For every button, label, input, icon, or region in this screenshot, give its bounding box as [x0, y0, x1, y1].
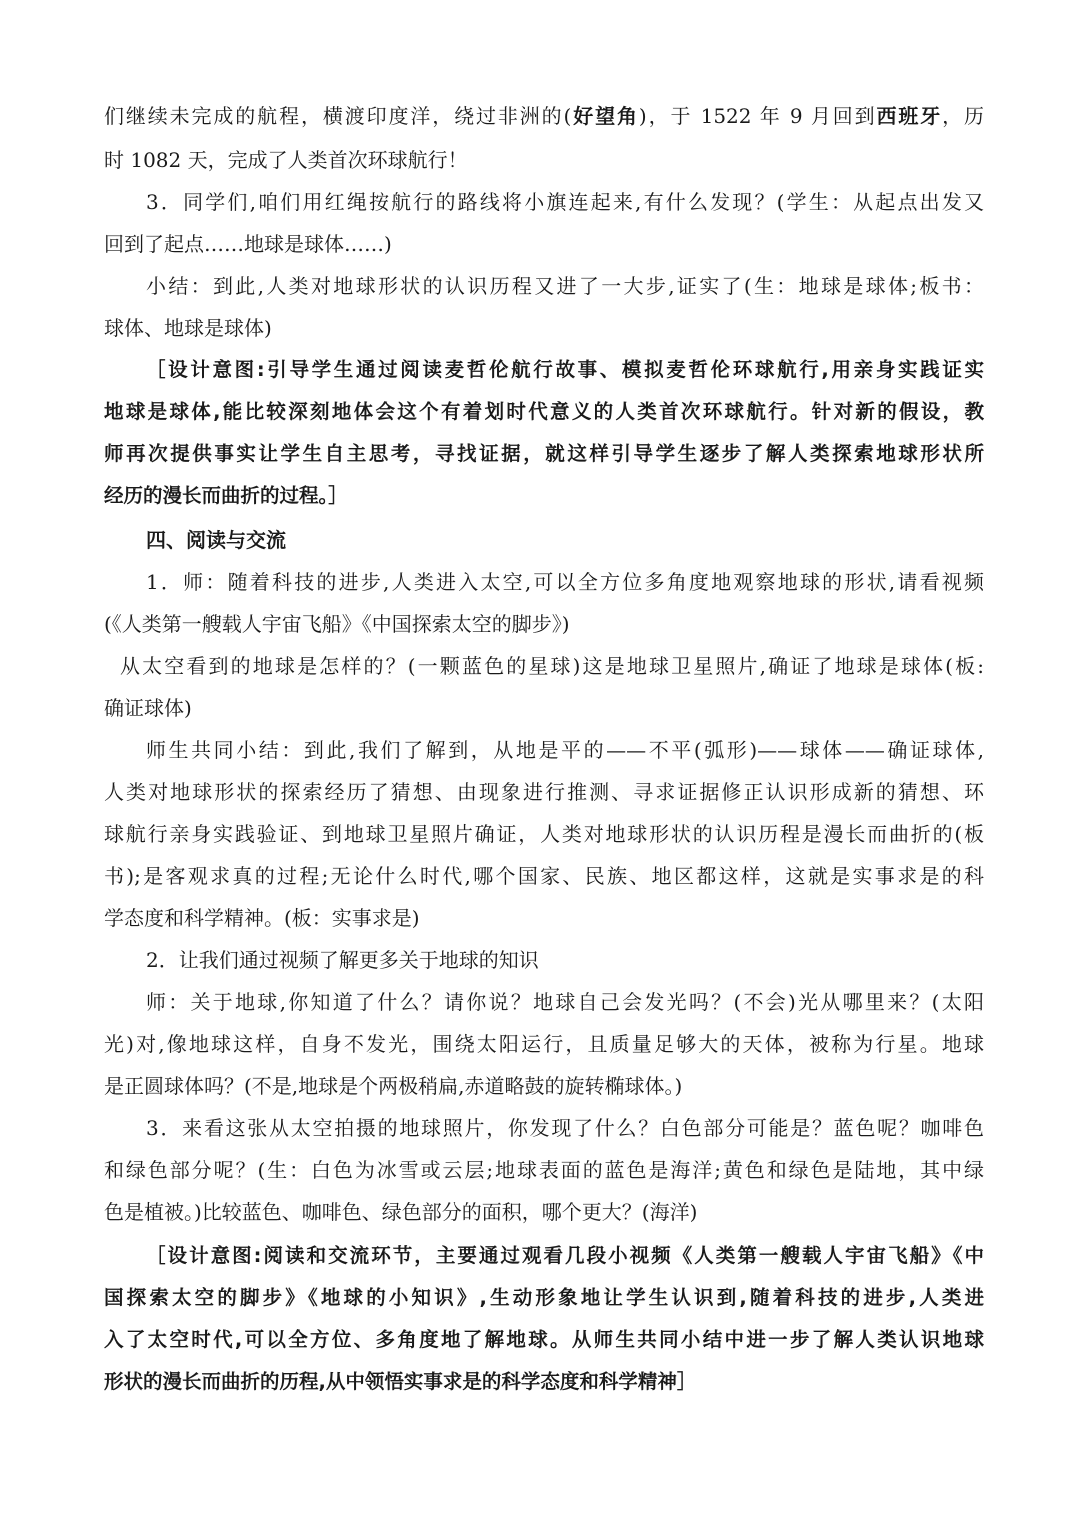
paragraph-line: 从太空看到的地球是怎样的？(一颗蓝色的星球)这是地球卫星照片,确证了地球是球体(板:	[120, 654, 984, 678]
paragraph-line: 确证球体)	[104, 696, 192, 720]
bold-text: 好望角	[571, 104, 639, 128]
design-intent-line: ［设计意图:引导学生通过阅读麦哲伦航行故事、模拟麦哲伦环球航行,用亲身实践证实	[146, 358, 984, 381]
paragraph-line: 学态度和科学精神。(板：实事求是)	[104, 906, 420, 930]
design-intent-line: 入了太空时代,可以全方位、多角度地了解地球。从师生共同小结中进一步了解人类认识地球	[104, 1328, 984, 1351]
paragraph-line: 球体、地球是球体)	[104, 316, 272, 340]
text-segment: )，于 1522 年 9 月回到	[638, 104, 877, 128]
paragraph-line: 是正圆球体吗？(不是,地球是个两极稍扁,赤道略鼓的旋转椭球体。)	[104, 1074, 683, 1098]
text-segment: ，历	[942, 104, 984, 128]
paragraph-line: 1．师：随着科技的进步,人类进入太空,可以全方位多角度地观察地球的形状,请看视频	[146, 570, 984, 594]
paragraph-line: 和绿色部分呢？(生：白色为冰雪或云层;地球表面的蓝色是海洋;黄色和绿色是陆地，其中绿	[104, 1158, 984, 1182]
paragraph-line: (《人类第一艘载人宇宙飞船》《中国探索太空的脚步》)	[104, 612, 570, 636]
design-intent-line: 师再次提供事实让学生自主思考，寻找证据，就这样引导学生逐步了解人类探索地球形状所	[104, 442, 984, 465]
paragraph-line: 书);是客观求真的过程;无论什么时代,哪个国家、民族、地区都这样，这就是实事求是的科	[104, 864, 984, 888]
paragraph-line: 小结：到此,人类对地球形状的认识历程又进了一大步,证实了(生：地球是球体;板书：	[146, 274, 984, 298]
section-heading: 四、阅读与交流	[146, 528, 286, 552]
paragraph-line: 2．让我们通过视频了解更多关于地球的知识	[146, 948, 539, 972]
design-intent-line: 地球是球体,能比较深刻地体会这个有着划时代意义的人类首次环球航行。针对新的假设，教	[104, 400, 984, 423]
design-intent-line: 经历的漫长而曲折的过程。］	[104, 484, 348, 507]
paragraph-line: 3．同学们,咱们用红绳按航行的路线将小旗连起来,有什么发现？(学生：从起点出发又	[146, 190, 984, 214]
paragraph-line: 光)对,像地球这样，自身不发光，围绕太阳运行，且质量足够大的天体，被称为行星。地球	[104, 1032, 984, 1056]
paragraph-line: 3．来看这张从太空拍摄的地球照片，你发现了什么？白色部分可能是？蓝色呢？咖啡色	[146, 1116, 984, 1140]
paragraph-line: 人类对地球形状的探索经历了猜想、由现象进行推测、寻求证据修正认识形成新的猜想、环	[104, 780, 984, 804]
design-intent-line: 国探索太空的脚步》《地球的小知识》,生动形象地让学生认识到,随着科技的进步,人类进	[104, 1286, 984, 1309]
paragraph-line: 师生共同小结：到此,我们了解到，从地是平的——不平(弧形)——球体——确证球体,	[146, 738, 984, 762]
paragraph-line: 回到了起点……地球是球体……)	[104, 232, 392, 256]
design-intent-line: ［设计意图:阅读和交流环节，主要通过观看几段小视频《人类第一艘载人宇宙飞船》《中	[146, 1244, 984, 1267]
paragraph-line: 时 1082 天，完成了人类首次环球航行！	[104, 148, 468, 172]
paragraph-line: 色是植被。)比较蓝色、咖啡色、绿色部分的面积，哪个更大？(海洋)	[104, 1200, 698, 1224]
bold-text: 西班牙	[876, 104, 943, 128]
paragraph-line: 师：关于地球,你知道了什么？请你说？地球自己会发光吗？(不会)光从哪里来？(太阳	[146, 990, 984, 1014]
paragraph-line: 球航行亲身实践验证、到地球卫星照片确证，人类对地球形状的认识历程是漫长而曲折的(板	[104, 822, 984, 846]
design-intent-line: 形状的漫长而曲折的历程,从中领悟实事求是的科学态度和科学精神］	[104, 1370, 697, 1393]
text-segment: 们继续未完成的航程，横渡印度洋，绕过非洲的(	[104, 104, 572, 128]
paragraph-line	[104, 96, 984, 136]
